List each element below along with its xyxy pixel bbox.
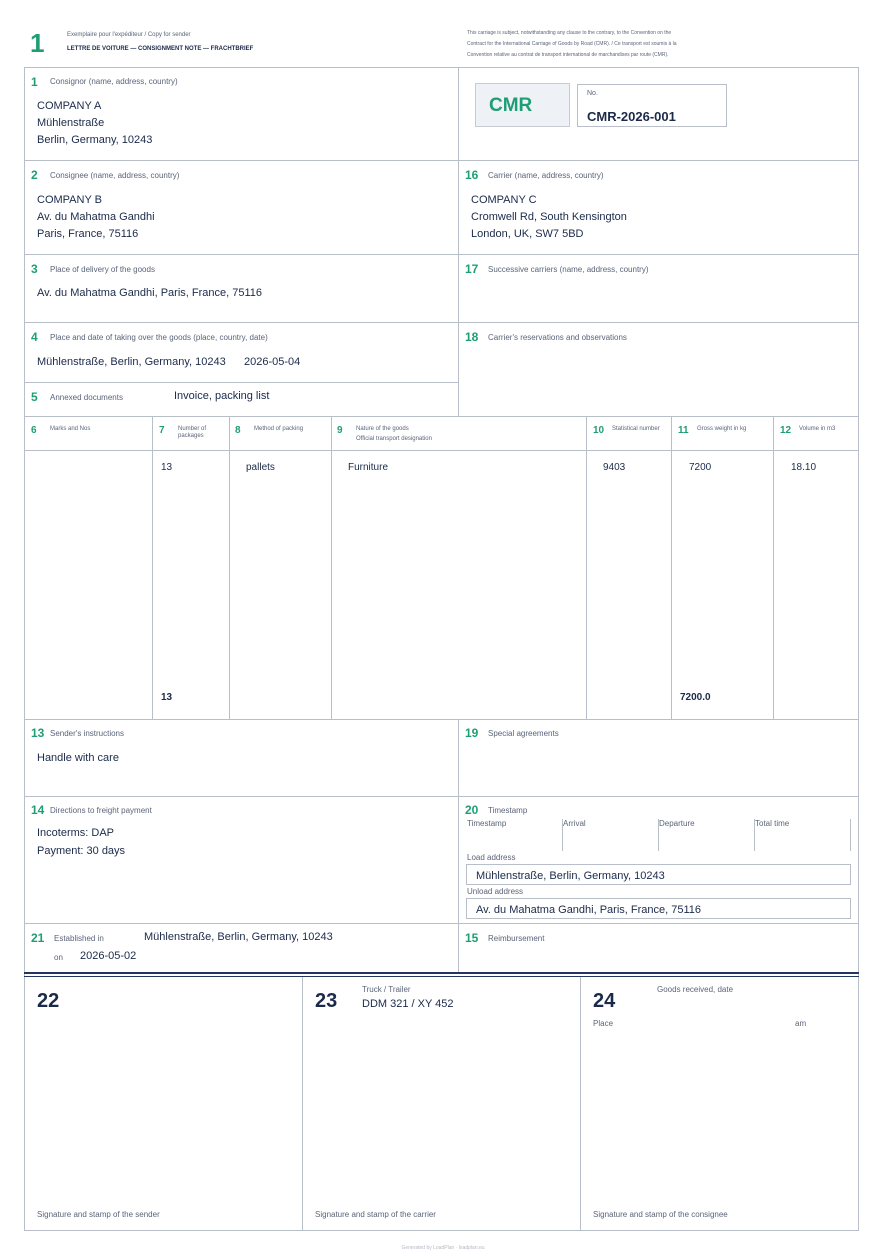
load-address-label: Load address bbox=[467, 853, 516, 862]
col6-number: 6 bbox=[31, 425, 37, 436]
packages-value: 13 bbox=[161, 462, 173, 473]
cmr-number-box bbox=[577, 84, 727, 127]
col11-label: Gross weight in kg bbox=[697, 426, 747, 432]
successive-number: 17 bbox=[465, 262, 479, 276]
volume-value: 18.10 bbox=[791, 462, 817, 473]
am-label: am bbox=[795, 1019, 807, 1028]
packages-total: 13 bbox=[161, 692, 173, 703]
document-title: LETTRE DE VOITURE — CONSIGNMENT NOTE — FRACHTBRIEF bbox=[67, 46, 254, 52]
goods-col-divider bbox=[773, 416, 774, 719]
col9-number: 9 bbox=[337, 425, 343, 436]
divider bbox=[24, 796, 859, 797]
taking-over-place: Mühlenstraße, Berlin, Germany, 10243 bbox=[37, 356, 226, 368]
timestamp-cell-divider bbox=[658, 819, 659, 851]
goods-col-divider bbox=[229, 416, 230, 719]
reimbursement-label: Reimbursement bbox=[488, 934, 545, 943]
payment-label: Directions to freight payment bbox=[50, 806, 152, 815]
taking-over-number: 4 bbox=[31, 330, 38, 344]
col8-number: 8 bbox=[235, 425, 241, 436]
timestamp-label: Timestamp bbox=[488, 806, 528, 815]
divider bbox=[24, 160, 859, 161]
signature-divider bbox=[302, 977, 303, 1231]
col11-number: 11 bbox=[678, 425, 689, 436]
col7-label-2: packages bbox=[178, 433, 204, 439]
consignee-city: Paris, France, 75116 bbox=[37, 228, 139, 240]
convention-line-1: This carriage is subject, notwithstanding any clause to the contrary, to the Convention on the bbox=[467, 30, 672, 36]
unload-address-label: Unload address bbox=[467, 887, 524, 896]
goods-col-divider bbox=[152, 416, 153, 719]
statistical-value: 9403 bbox=[603, 462, 626, 473]
signature-divider bbox=[580, 977, 581, 1231]
sender-signature-footer: Signature and stamp of the sender bbox=[37, 1210, 160, 1219]
consignor-number: 1 bbox=[31, 75, 38, 89]
carrier-street: Cromwell Rd, South Kensington bbox=[471, 211, 627, 223]
delivery-value: Av. du Mahatma Gandhi, Paris, France, 75116 bbox=[37, 287, 263, 299]
goods-received-label: Goods received, date bbox=[657, 985, 734, 994]
special-number: 19 bbox=[465, 726, 479, 740]
sender-signature-number: 22 bbox=[37, 990, 60, 1012]
payment-terms: Payment: 30 days bbox=[37, 845, 126, 857]
consignor-city: Berlin, Germany, 10243 bbox=[37, 134, 153, 146]
cmr-number-label: No. bbox=[587, 90, 598, 97]
generated-by: Generated by LoadPlan · loadplan.eu bbox=[401, 1245, 485, 1251]
successive-label: Successive carriers (name, address, country) bbox=[488, 265, 649, 274]
timestamp-number: 20 bbox=[465, 803, 479, 817]
taking-over-date: 2026-05-04 bbox=[244, 356, 301, 368]
truck-trailer-label: Truck / Trailer bbox=[362, 985, 411, 994]
divider bbox=[24, 719, 859, 720]
col12-label: Volume in m3 bbox=[799, 426, 836, 432]
carrier-signature-footer: Signature and stamp of the carrier bbox=[315, 1210, 436, 1219]
carrier-city: London, UK, SW7 5BD bbox=[471, 228, 584, 240]
col8-label: Method of packing bbox=[254, 426, 304, 432]
carrier-signature-number: 23 bbox=[315, 990, 338, 1012]
divider bbox=[24, 450, 859, 451]
form-frame bbox=[24, 67, 859, 1231]
col10-label: Statistical number bbox=[612, 426, 660, 432]
copy-number: 1 bbox=[30, 28, 45, 58]
timestamp-col-departure: Departure bbox=[659, 819, 695, 828]
truck-trailer-value: DDM 321 / XY 452 bbox=[362, 998, 454, 1010]
divider bbox=[24, 254, 859, 255]
divider-thick bbox=[24, 972, 859, 974]
cmr-badge bbox=[475, 83, 570, 127]
load-address-field[interactable] bbox=[466, 864, 851, 885]
established-number: 21 bbox=[31, 931, 45, 945]
col9-label-1: Nature of the goods bbox=[356, 426, 409, 432]
consignee-street: Av. du Mahatma Gandhi bbox=[37, 211, 155, 223]
middle-divider-bottom bbox=[458, 719, 459, 973]
divider-thick bbox=[24, 976, 859, 977]
established-place: Mühlenstraße, Berlin, Germany, 10243 bbox=[144, 931, 333, 943]
middle-divider-top bbox=[458, 67, 459, 416]
col6-label: Marks and Nos bbox=[50, 426, 91, 432]
established-date: 2026-05-02 bbox=[80, 950, 137, 962]
consignee-signature-footer: Signature and stamp of the consignee bbox=[593, 1210, 728, 1219]
consignor-name: COMPANY A bbox=[37, 100, 102, 112]
divider bbox=[24, 382, 458, 383]
goods-col-divider bbox=[331, 416, 332, 719]
carrier-name: COMPANY C bbox=[471, 194, 537, 206]
convention-line-3: Convention relative au contrat de transport international de marchandises par route (CMR). bbox=[467, 52, 669, 58]
consignee-label: Consignee (name, address, country) bbox=[50, 171, 180, 180]
annexed-value: Invoice, packing list bbox=[174, 390, 270, 402]
goods-col-divider bbox=[671, 416, 672, 719]
reservations-label: Carrier's reservations and observations bbox=[488, 333, 627, 342]
cmr-badge-text: CMR bbox=[489, 95, 533, 116]
col9-label-2: Official transport designation bbox=[356, 436, 432, 442]
unload-address-field[interactable] bbox=[466, 898, 851, 919]
established-label: Established in bbox=[54, 934, 104, 943]
annexed-number: 5 bbox=[31, 390, 38, 404]
reservations-number: 18 bbox=[465, 330, 479, 344]
consignee-number: 2 bbox=[31, 168, 38, 182]
payment-incoterms: Incoterms: DAP bbox=[37, 827, 115, 839]
timestamp-col-timestamp: Timestamp bbox=[467, 819, 507, 828]
col7-number: 7 bbox=[159, 425, 165, 436]
packing-value: pallets bbox=[246, 462, 275, 473]
reimbursement-number: 15 bbox=[465, 931, 479, 945]
col7-label-1: Number of bbox=[178, 426, 207, 432]
divider bbox=[24, 416, 859, 417]
consignor-street: Mühlenstraße bbox=[37, 117, 105, 129]
load-address-value: Mühlenstraße, Berlin, Germany, 10243 bbox=[476, 870, 665, 882]
convention-line-2: Contract for the International Carriage of Goods by Road (CMR). / Ce transport est soumis à la bbox=[467, 41, 677, 47]
consignee-name: COMPANY B bbox=[37, 194, 102, 206]
timestamp-cell-divider bbox=[754, 819, 755, 851]
instructions-number: 13 bbox=[31, 726, 45, 740]
place-label: Place bbox=[593, 1019, 614, 1028]
cmr-number-value: CMR-2026-001 bbox=[587, 109, 676, 124]
delivery-number: 3 bbox=[31, 262, 38, 276]
timestamp-cell-divider bbox=[562, 819, 563, 851]
instructions-value: Handle with care bbox=[37, 752, 119, 764]
weight-total: 7200.0 bbox=[680, 692, 711, 703]
instructions-label: Sender's instructions bbox=[50, 729, 125, 738]
divider bbox=[24, 923, 859, 924]
delivery-label: Place of delivery of the goods bbox=[50, 265, 155, 274]
weight-value: 7200 bbox=[689, 462, 712, 473]
timestamp-col-total: Total time bbox=[755, 819, 790, 828]
goods-col-divider bbox=[586, 416, 587, 719]
special-label: Special agreements bbox=[488, 729, 559, 738]
col10-number: 10 bbox=[593, 425, 605, 436]
copy-for-label: Exemplaire pour l'expéditeur / Copy for sender bbox=[67, 32, 191, 38]
established-on-label: on bbox=[54, 953, 63, 962]
taking-over-label: Place and date of taking over the goods (place, country, date) bbox=[50, 333, 268, 342]
annexed-label: Annexed documents bbox=[50, 393, 123, 402]
consignor-label: Consignor (name, address, country) bbox=[50, 77, 178, 86]
carrier-label: Carrier (name, address, country) bbox=[488, 171, 604, 180]
consignee-signature-number: 24 bbox=[593, 990, 616, 1012]
carrier-number: 16 bbox=[465, 168, 479, 182]
divider bbox=[24, 322, 859, 323]
unload-address-value: Av. du Mahatma Gandhi, Paris, France, 75116 bbox=[476, 904, 702, 916]
timestamp-col-arrival: Arrival bbox=[563, 819, 586, 828]
payment-number: 14 bbox=[31, 803, 45, 817]
timestamp-cell-divider bbox=[850, 819, 851, 851]
nature-value: Furniture bbox=[348, 462, 389, 473]
col12-number: 12 bbox=[780, 425, 792, 436]
